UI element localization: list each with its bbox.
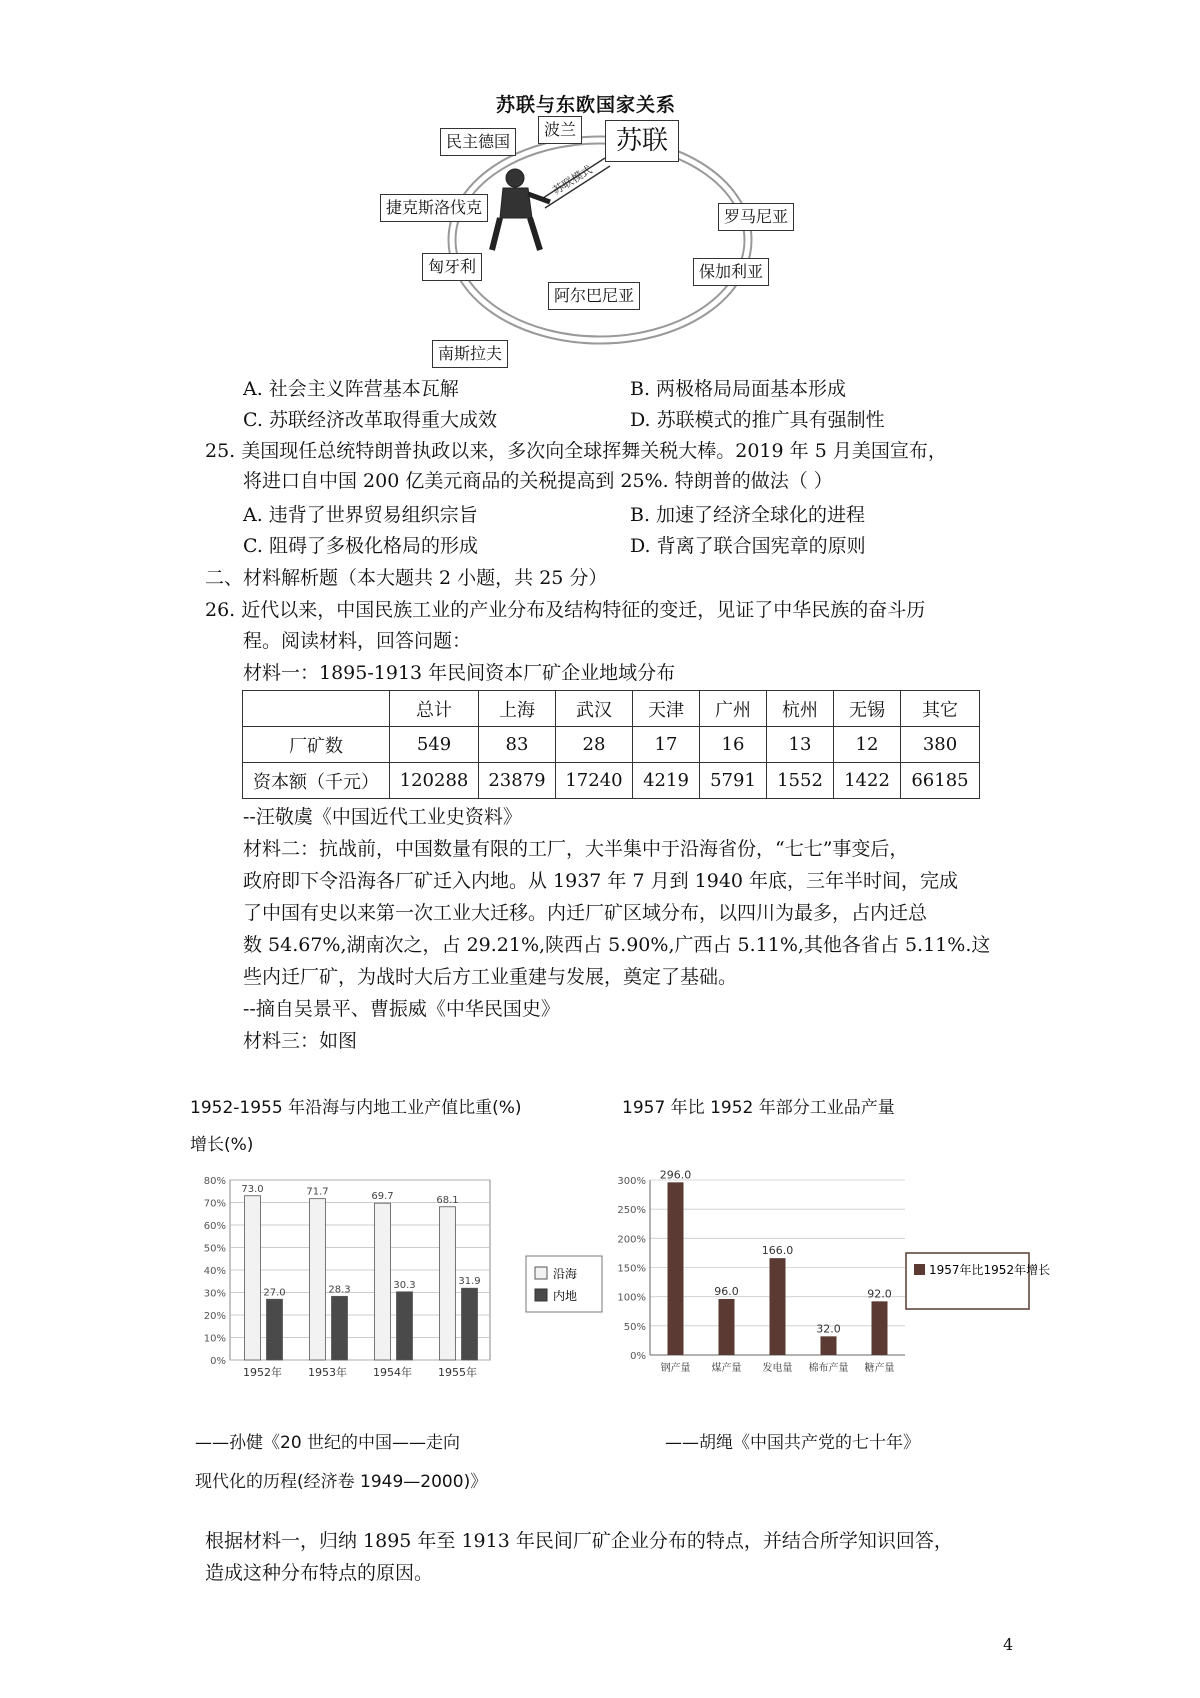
table-cell: 1422 [834, 763, 901, 799]
table-cell: 无锡 [834, 691, 901, 727]
table-cell: 4219 [633, 763, 700, 799]
table-cell [243, 691, 390, 727]
q26-stem-line1: 26. 近代以来，中国民族工业的产业分布及结构特征的变迁，见证了中华民族的奋斗历 [205, 599, 926, 621]
x-tick-label: 糖产量 [864, 1363, 895, 1374]
x-tick-label: 1953年 [308, 1366, 347, 1379]
data-label: 31.9 [458, 1276, 481, 1288]
q24-option-b: B. 两极格局局面基本形成 [630, 378, 847, 400]
q26-stem-line2: 程。阅读材料，回答问题： [243, 630, 472, 652]
y-tick-label: 150% [617, 1263, 646, 1275]
chart2-legend [905, 1252, 1051, 1310]
q25-option-b: B. 加速了经济全球化的进程 [630, 504, 866, 526]
node-east-germany: 民主德国 [440, 128, 516, 156]
node-czechoslovakia: 捷克斯洛伐克 [380, 194, 488, 222]
x-tick-label: 1955年 [438, 1366, 477, 1379]
chart1-source-line1: ——孙健《20 世纪的中国——走向 [195, 1433, 461, 1453]
node-hungary: 匈牙利 [422, 253, 482, 281]
table-cell: 上海 [479, 691, 556, 727]
q25-stem-line2: 将进口自中国 200 亿美元商品的关税提高到 25%. 特朗普的做法（ ） [243, 470, 833, 492]
q24-option-d: D. 苏联模式的推广具有强制性 [630, 409, 885, 431]
x-tick-label: 1952年 [243, 1366, 282, 1379]
table-cell: 16 [700, 727, 767, 763]
table-cell: 66185 [901, 763, 980, 799]
material1-title: 材料一：1895-1913 年民间资本厂矿企业地域分布 [243, 662, 676, 684]
table-cell: 杭州 [767, 691, 834, 727]
table-row [243, 763, 980, 799]
data-label: 32.0 [816, 1322, 841, 1336]
x-tick-label: 煤产量 [711, 1363, 742, 1374]
chart1-legend [525, 1255, 605, 1315]
table-cell: 5791 [700, 763, 767, 799]
bar [872, 1301, 888, 1355]
y-tick-label: 70% [203, 1198, 226, 1210]
table-cell: 120288 [390, 763, 479, 799]
data-label: 96.0 [714, 1285, 739, 1298]
chart1-title: 1952-1955 年沿海与内地工业产值比重(%) [190, 1098, 522, 1118]
table-cell: 厂矿数 [243, 727, 390, 763]
bar [770, 1258, 786, 1355]
bar [332, 1296, 348, 1360]
x-tick-label: 钢产量 [660, 1363, 691, 1374]
data-label: 166.0 [761, 1244, 794, 1258]
legend-box [526, 1256, 602, 1312]
table-cell: 17240 [556, 763, 633, 799]
ussr-eastern-europe-diagram [386, 90, 800, 375]
node-romania: 罗马尼亚 [718, 203, 794, 231]
chart1-source-line2: 现代化的历程(经济卷 1949—2000)》 [195, 1472, 488, 1492]
q25-option-d: D. 背离了联合国宪章的原则 [630, 535, 866, 557]
legend-label-coastal: 沿海 [553, 1267, 578, 1281]
y-tick-label: 0% [630, 1351, 646, 1362]
table-cell: 23879 [479, 763, 556, 799]
y-tick-label: 60% [203, 1221, 226, 1232]
question-line1: 根据材料一，归纳 1895 年至 1913 年民间厂矿企业分布的特点，并结合所学知识回答， [205, 1530, 953, 1552]
chart2-title: 1957 年比 1952 年部分工业品产量 [622, 1098, 895, 1118]
table-cell: 其它 [901, 691, 980, 727]
data-label: 28.3 [328, 1284, 351, 1296]
q24-option-c: C. 苏联经济改革取得重大成效 [243, 409, 497, 431]
chart1-subtitle: 增长(%) [190, 1135, 254, 1155]
y-tick-label: 30% [203, 1288, 226, 1300]
table-cell: 549 [390, 727, 479, 763]
node-poland: 波兰 [538, 116, 582, 144]
bar [668, 1182, 684, 1355]
legend-swatch-inland [535, 1289, 547, 1301]
page-number: 4 [1003, 1635, 1014, 1654]
x-tick-label: 发电量 [762, 1363, 793, 1374]
x-tick-label: 1954年 [373, 1366, 412, 1379]
q25-stem-line1: 25. 美国现任总统特朗普执政以来，多次向全球挥舞关税大棒。2019 年 5 月美国宣布， [205, 440, 947, 462]
node-ussr: 苏联 [605, 120, 679, 162]
y-tick-label: 250% [617, 1205, 646, 1217]
x-tick-label: 棉布产量 [808, 1363, 849, 1374]
q25-option-a: A. 违背了世界贸易组织宗旨 [243, 504, 478, 526]
table-row [243, 727, 980, 763]
q24-option-a: A. 社会主义阵营基本瓦解 [243, 378, 459, 400]
data-label: 27.0 [263, 1287, 286, 1299]
q25-option-c: C. 阻碍了多极化格局的形成 [243, 535, 478, 557]
material2-line3: 了中国有史以来第一次工业大迁移。内迁厂矿区域分布，以四川为最多，占内迁总 [243, 902, 928, 924]
data-label: 71.7 [306, 1186, 329, 1198]
chart1-plot [190, 1160, 510, 1400]
material2-line2: 政府即下令沿海各厂矿迁入内地。从 1937 年 7 月到 1940 年底，三年半时间，完成 [243, 870, 959, 892]
table-cell: 1552 [767, 763, 834, 799]
material2-source: --摘自吴景平、曹振威《中华民国史》 [243, 998, 560, 1020]
table-cell: 12 [834, 727, 901, 763]
legend-swatch-coastal [535, 1267, 547, 1279]
section-heading: 二、材料解析题（本大题共 2 小题，共 25 分） [205, 567, 608, 589]
legend-label-inland: 内地 [553, 1289, 578, 1303]
table-cell: 17 [633, 727, 700, 763]
table-cell: 武汉 [556, 691, 633, 727]
y-tick-label: 100% [617, 1292, 646, 1304]
node-albania: 阿尔巴尼亚 [548, 282, 640, 310]
bar [375, 1203, 391, 1360]
material1-source: --汪敬虞《中国近代工业史资料》 [243, 806, 522, 828]
data-label: 296.0 [659, 1168, 692, 1182]
chart2-source: ——胡绳《中国共产党的七十年》 [665, 1433, 920, 1453]
data-label: 92.0 [867, 1287, 892, 1301]
table-cell: 天津 [633, 691, 700, 727]
legend-label-growth: 1957年比1952年增长 [929, 1263, 1051, 1277]
table-cell: 资本额（千元） [243, 763, 390, 799]
y-tick-label: 50% [623, 1321, 646, 1333]
bar [397, 1292, 413, 1360]
y-tick-label: 200% [617, 1234, 646, 1246]
y-tick-label: 50% [203, 1243, 226, 1255]
table-cell: 13 [767, 727, 834, 763]
bar [462, 1288, 478, 1360]
soviet-figure-icon [492, 169, 550, 250]
node-yugoslavia: 南斯拉夫 [432, 340, 508, 368]
bar [440, 1207, 456, 1360]
table-cell: 28 [556, 727, 633, 763]
chart2-plot [610, 1170, 910, 1400]
question-line2: 造成这种分布特点的原因。 [205, 1562, 434, 1584]
node-bulgaria: 保加利亚 [693, 258, 769, 286]
arrow-label: 苏联模式 [550, 163, 595, 198]
bar [245, 1196, 261, 1360]
table-cell: 380 [901, 727, 980, 763]
table-cell: 总计 [390, 691, 479, 727]
legend-box [906, 1253, 1029, 1309]
material2-line5: 些内迁厂矿，为战时大后方工业重建与发展，奠定了基础。 [243, 966, 738, 988]
material2-line1: 材料二：抗战前，中国数量有限的工厂，大半集中于沿海省份，“七七”事变后， [243, 838, 909, 860]
y-tick-label: 300% [617, 1176, 646, 1187]
y-tick-label: 0% [210, 1356, 226, 1367]
material3-title: 材料三：如图 [243, 1030, 358, 1052]
y-tick-label: 10% [203, 1333, 226, 1345]
y-tick-label: 80% [203, 1176, 226, 1187]
bar [821, 1336, 837, 1355]
material1-table [242, 690, 980, 799]
y-tick-label: 40% [203, 1266, 226, 1277]
bar [267, 1299, 283, 1360]
table-cell: 83 [479, 727, 556, 763]
data-label: 30.3 [393, 1279, 416, 1291]
data-label: 73.0 [241, 1183, 264, 1195]
data-label: 69.7 [371, 1191, 394, 1203]
diagram-title: 苏联与东欧国家关系 [496, 94, 677, 116]
legend-swatch-growth [914, 1264, 925, 1275]
bar [719, 1299, 735, 1355]
table-cell: 广州 [700, 691, 767, 727]
data-label: 68.1 [436, 1194, 459, 1206]
table-header-row [243, 691, 980, 727]
y-tick-label: 20% [203, 1311, 226, 1322]
bar [310, 1199, 326, 1360]
material2-line4: 数 54.67%,湖南次之，占 29.21%,陕西占 5.90%,广西占 5.11%,其他各省占 5.11%.这 [243, 934, 991, 956]
